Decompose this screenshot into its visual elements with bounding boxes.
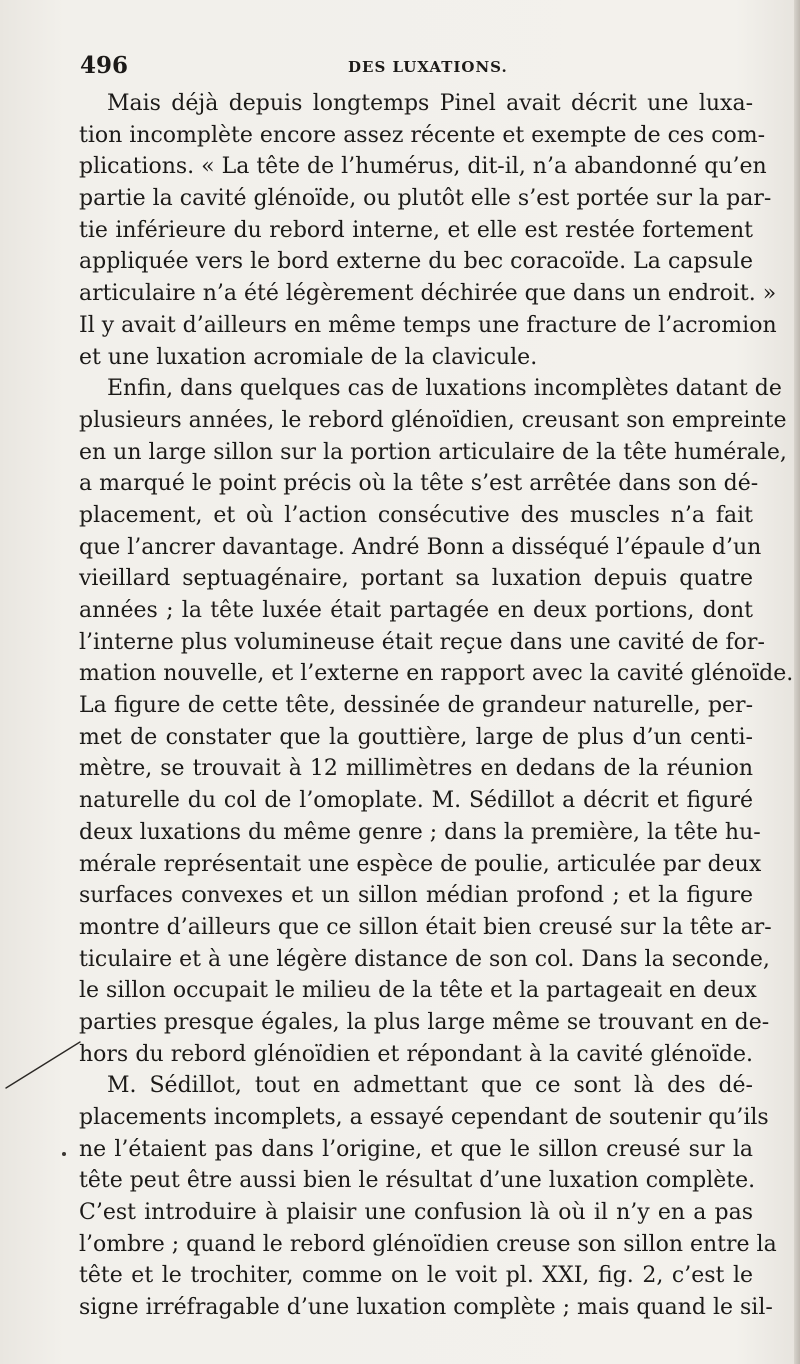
text-line: placements incomplets, a essayé cependant de soutenir qu’ils	[79, 1105, 769, 1130]
margin-pen-stroke	[4, 1030, 84, 1090]
text-line: naturelle du col de l’omoplate. M. Sédillot a décrit et figuré	[79, 788, 753, 814]
text-line: Mais déjà depuis longtemps Pinel avait décrit une luxa-	[107, 91, 753, 116]
text-line: mérale représentait une espèce de poulie, articulée par deux	[79, 851, 762, 877]
text-line: mètre, se trouvait à 12 millimètres en dedans de la réunion	[79, 756, 753, 782]
text-line: montre d’ailleurs que ce sillon était bien creusé sur la tête ar-	[79, 914, 772, 940]
text-line: C’est introduire à plaisir une confusion là où il n’y en a pas	[79, 1200, 753, 1226]
page-header	[80, 52, 752, 82]
text-line: hors du rebord glénoïdien et répondant à la cavité glénoïde.	[79, 1041, 753, 1067]
text-line: tête peut être aussi bien le résultat d’une luxation complète.	[79, 1168, 756, 1194]
text-line: tête et le trochiter, comme on le voit pl. XXI, fig. 2, c’est le	[79, 1263, 753, 1289]
text-line: Enfin, dans quelques cas de luxations incomplètes datant de	[107, 376, 782, 402]
text-line: signe irréfragable d’une luxation complète ; mais quand le sil-	[79, 1295, 773, 1321]
text-line: surfaces convexes et un sillon médian profond ; et la figure	[79, 883, 753, 909]
text-line: l’interne plus volumineuse était reçue dans une cavité de for-	[79, 629, 765, 655]
text-line: placement, et où l’action consécutive des muscles n’a fait	[79, 502, 753, 528]
text-line: ticulaire et à une légère distance de son col. Dans la seconde,	[79, 946, 770, 972]
text-line: vieillard septuagénaire, portant sa luxation depuis quatre	[79, 566, 753, 592]
text-line: plusieurs années, le rebord glénoïdien, creusant son empreinte	[79, 407, 787, 433]
ink-dot	[62, 1152, 66, 1156]
text-line: en un large sillon sur la portion articulaire de la tête humérale,	[79, 439, 787, 465]
text-line: que l’ancrer davantage. André Bonn a disséqué l’épaule d’un	[79, 534, 762, 560]
text-line: tion incomplète encore assez récente et exempte de ces com-	[79, 122, 766, 148]
text-line: a marqué le point précis où la tête s’est arrêtée dans son dé-	[79, 471, 759, 497]
text-line: parties presque égales, la plus large même se trouvant en de-	[79, 1009, 770, 1035]
page-edge	[794, 0, 800, 1364]
text-line: La figure de cette tête, dessinée de grandeur naturelle, per-	[79, 693, 753, 719]
text-line: appliquée vers le bord externe du bec coracoïde. La capsule	[79, 249, 753, 275]
running-head: DES LUXATIONS.	[348, 58, 508, 76]
text-line: l’ombre ; quand le rebord glénoïdien creuse son sillon entre la	[79, 1231, 777, 1257]
text-line: deux luxations du même genre ; dans la première, la tête hu-	[79, 819, 761, 845]
text-line: Il y avait d’ailleurs en même temps une fracture de l’acromion	[79, 312, 777, 338]
text-line: années ; la tête luxée était partagée en deux portions, dont	[79, 598, 753, 623]
text-line: M. Sédillot, tout en admettant que ce sont là des dé-	[107, 1073, 753, 1099]
body-text	[79, 88, 794, 1324]
text-line: met de constater que la gouttière, large de plus d’un centi-	[79, 724, 753, 750]
text-line: tie inférieure du rebord interne, et elle est restée fortement	[79, 217, 753, 243]
text-line: plications. « La tête de l’humérus, dit-il, n’a abandonné qu’en	[79, 154, 767, 180]
text-line: partie la cavité glénoïde, ou plutôt elle s’est portée sur la par-	[79, 186, 772, 212]
text-line: ne l’étaient pas dans l’origine, et que le sillon creusé sur la	[79, 1136, 753, 1162]
page-number: 496	[80, 52, 129, 79]
text-line: et une luxation acromiale de la clavicule.	[79, 344, 538, 370]
text-line: articulaire n’a été légèrement déchirée que dans un endroit. »	[79, 281, 777, 307]
text-line: le sillon occupait le milieu de la tête et la partageait en deux	[79, 978, 757, 1004]
text-line: mation nouvelle, et l’externe en rapport avec la cavité glénoïde.	[79, 661, 794, 687]
